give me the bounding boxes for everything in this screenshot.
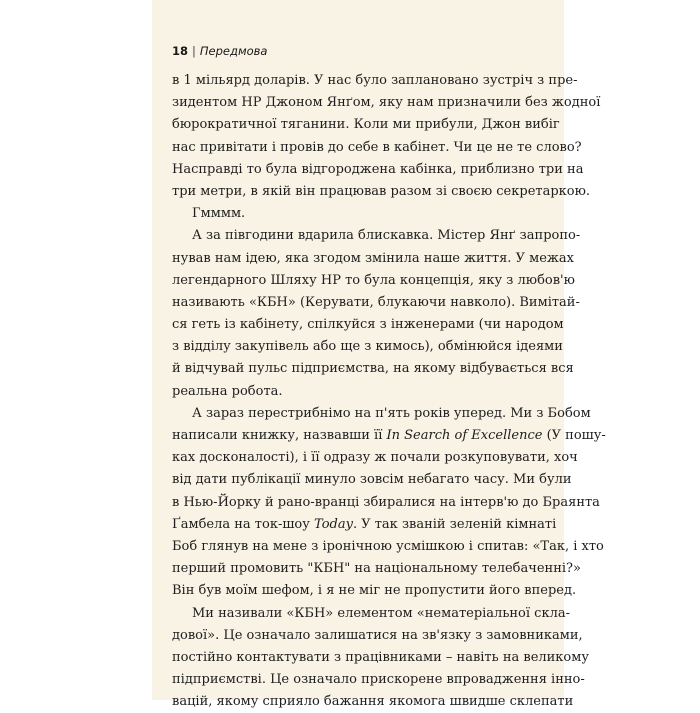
text-line: ся геть із кабінету, спілкуйся з інженерами (чи народом [172, 317, 564, 333]
text-line: бюрократичної тяганини. Коли ми прибули, Джон вибіг [172, 117, 560, 133]
text-line [172, 425, 606, 447]
text-line: Ми називали «КБН» елементом «нематеріальної скла- [192, 605, 570, 621]
text-line: Гмммм. [192, 206, 246, 222]
text-line: дової». Це означало залишатися на зв'язку з замовниками, [172, 627, 583, 643]
text-line: нував нам ідею, яка згодом змінила наше життя. У межах [172, 250, 574, 266]
italic-title: In Search of Excellence [386, 428, 543, 443]
text-line: в Нью-Йорку й рано-вранці збиралися на інтерв'ю до Браянта [172, 494, 600, 510]
text-line: вацій, якому сприяло бажання якомога швидше склепати [172, 694, 574, 710]
text-line: називають «КБН» (Керувати, блукаючи навколо). Вимітай- [172, 294, 580, 310]
text-line: зидентом НР Джоном Янґом, яку нам призначили без жодної [172, 95, 601, 111]
section-title: Передмова [199, 44, 268, 58]
text-line: й відчувай пульс підприємства, на якому відбувається вся [172, 361, 574, 377]
text-line: з відділу закупівель або ще з кимось), обмінюйся ідеями [172, 339, 563, 355]
header-separator: | [192, 44, 196, 58]
text-line [172, 514, 557, 536]
page-number: 18 [172, 44, 189, 58]
text-line: нас привітати і провів до себе в кабінет. Чи це не те слово? [172, 139, 582, 155]
text-line: Він був моїм шефом, і я не міг не пропустити його вперед. [172, 583, 577, 599]
text-line: підприємстві. Це означало прискорене впровадження інно- [172, 672, 585, 688]
text-line: А за півгодини вдарила блискавка. Містер Янґ запропо- [192, 228, 581, 244]
text-line: перший промовить "КБН" на національному телебаченні?» [172, 561, 581, 577]
text-line: А зараз перестрибнімо на п'ять років уперед. Ми з Бобом [192, 405, 591, 421]
text-segment: Ґамбела на ток-шоу [172, 516, 315, 532]
body-text [172, 70, 606, 713]
text-line: ках досконалості), і її одразу ж почали розкуповувати, хоч [172, 450, 578, 466]
text-line: в 1 мільярд доларів. У нас було заплановано зустріч з пре- [172, 73, 578, 88]
text-line: постійно контактувати з працівниками – навіть на великому [172, 649, 590, 665]
text-line: реальна робота. [172, 383, 283, 399]
italic-title: Today [314, 516, 353, 532]
running-header [172, 44, 267, 58]
text-line: від дати публікації минуло зовсім небагато часу. Ми були [172, 472, 572, 488]
text-line: Боб глянув на мене з іронічною усмішкою і спитав: «Так, і хто [172, 538, 604, 554]
text-segment: . У так званій зеленій кімнаті [352, 516, 557, 532]
text-segment: (У пошу- [542, 428, 606, 443]
text-line: Насправді то була відгороджена кабінка, приблизно три на [172, 161, 584, 177]
text-line: легендарного Шляху НР то була концепція, яку з любов'ю [172, 272, 575, 288]
text-segment: написали книжку, назвавши її [172, 428, 387, 443]
text-line: три метри, в якій він працював разом зі своєю секретаркою. [172, 183, 591, 199]
